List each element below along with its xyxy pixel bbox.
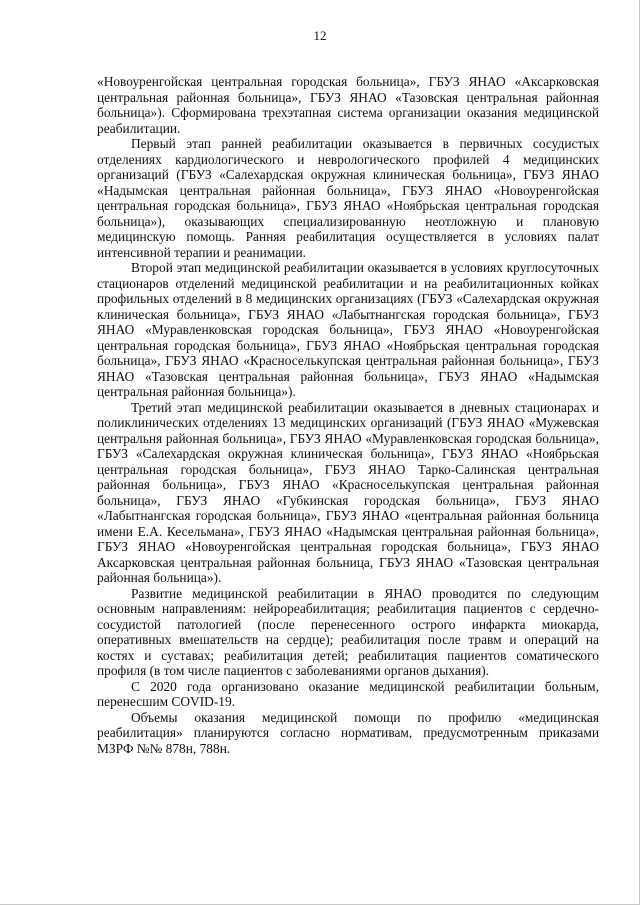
paragraph-1: «Новоуренгойская центральная городская больница», ГБУЗ ЯНАО «Аксарковская центральная районная больница», ГБУЗ ЯНАО «Тазовская центральная районная больница»). Сформирована трехэтапная система организации оказания медицинской реабилитации. xyxy=(97,74,599,136)
document-body xyxy=(97,74,599,756)
paragraph-2: Первый этап ранней реабилитации оказывается в первичных сосудистых отделениях кардиологического и неврологического профилей 4 медицинских организаций (ГБУЗ «Салехардская окружная клиническая больница», ГБУЗ ЯНАО «Надымская центральная районная больница», ГБУЗ ЯНАО «Новоуренгойская центральная городская больница», ГБУЗ ЯНАО «Ноябрьская центральная городская больница»), оказывающих специализированную неотложную и плановую медицинскую помощь. Ранняя реабилитация осуществляется в условиях палат интенсивной терапии и реанимации. xyxy=(97,136,599,260)
page-number: 12 xyxy=(313,28,327,43)
paragraph-7: Объемы оказания медицинской помощи по профилю «медицинская реабилитация» планируются согласно нормативам, предусмотренным приказами МЗРФ №№ 878н, 788н. xyxy=(97,709,599,756)
paragraph-6: С 2020 года организовано оказание медицинской реабилитации больным, перенесшим COVID-19. xyxy=(97,678,599,709)
paragraph-5: Развитие медицинской реабилитации в ЯНАО проводится по следующим основным направлениям: нейрореабилитация; реабилитация пациентов с сердечно-сосудистой патологией (после перенесенного острого инфаркта миокарда, оперативных вмешательств на сердце); реабилитация после травм и операций на костях и суставах; реабилитация детей; реабилитация пациентов соматического профиля (в том числе пациентов с заболеваниями органов дыхания). xyxy=(97,585,599,678)
paragraph-3: Второй этап медицинской реабилитации оказывается в условиях круглосуточных стационаров отделений медицинской реабилитации и на реабилитационных койках профильных отделений в 8 медицинских организациях (ГБУЗ «Салехардская окружная клиническая больница», ГБУЗ ЯНАО «Лабытнангская городская больница», ГБУЗ ЯНАО «Муравленковская городская больница», ГБУЗ ЯНАО «Новоуренгойская центральная городская больница», ГБУЗ ЯНАО «Ноябрьская центральная городская больница», ГБУЗ ЯНАО «Красноселькупская центральная районная больница», ГБУЗ ЯНАО «Тазовская центральная районная больница», ГБУЗ ЯНАО «Надымская центральная районная больница»). xyxy=(97,260,599,399)
paragraph-4: Третий этап медицинской реабилитации оказывается в дневных стационарах и поликлинических отделениях 13 медицинских организаций (ГБУЗ ЯНАО «Мужевская центральня районная больница», ГБУЗ ЯНАО «Муравленковская городская больница», ГБУЗ «Салехардская окружная клиническая больница», ГБУЗ ЯНАО «Ноябрьская центральная городская больница», ГБУЗ ЯНАО Тарко-Салинская центральная районная больница», ГБУЗ ЯНАО «Красноселькупская центральная районная больница», ГБУЗ ЯНАО «Губкинская городская больница», ГБУЗ ЯНАО «Лабытнангская городская больница», ГБУЗ ЯНАО «центральная районная больница имени Е.А. Кесельмана», ГБУЗ ЯНАО «Надымская центральная районная больница», ГБУЗ ЯНАО «Новоуренгойская центральная городская больница», ГБУЗ ЯНАО Аксарковская центральная районная больница, ГБУЗ ЯНАО «Тазовская центральная районная больница»). xyxy=(97,399,599,585)
